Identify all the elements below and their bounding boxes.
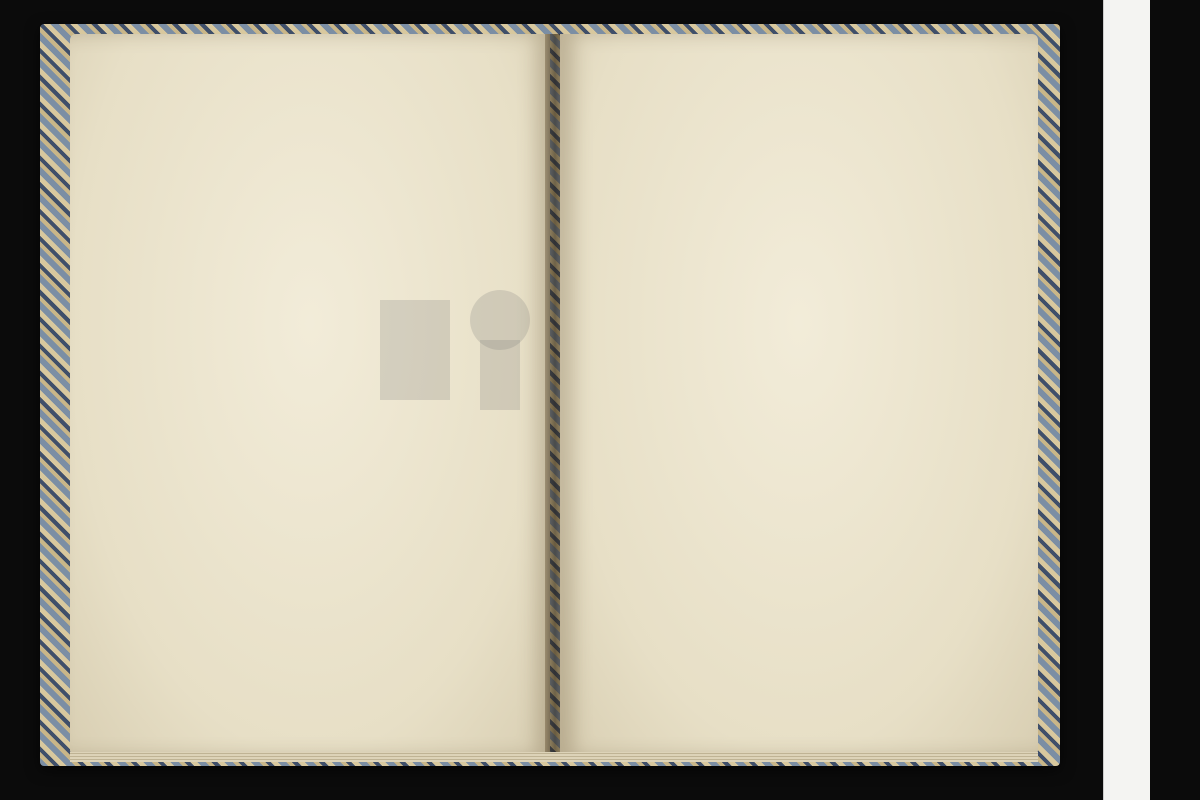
page-edges: [70, 752, 1038, 762]
right-page: [560, 34, 1038, 756]
open-book: [40, 24, 1060, 766]
measurement-ruler: [1103, 0, 1150, 800]
museum-logo-watermark: [380, 290, 550, 410]
